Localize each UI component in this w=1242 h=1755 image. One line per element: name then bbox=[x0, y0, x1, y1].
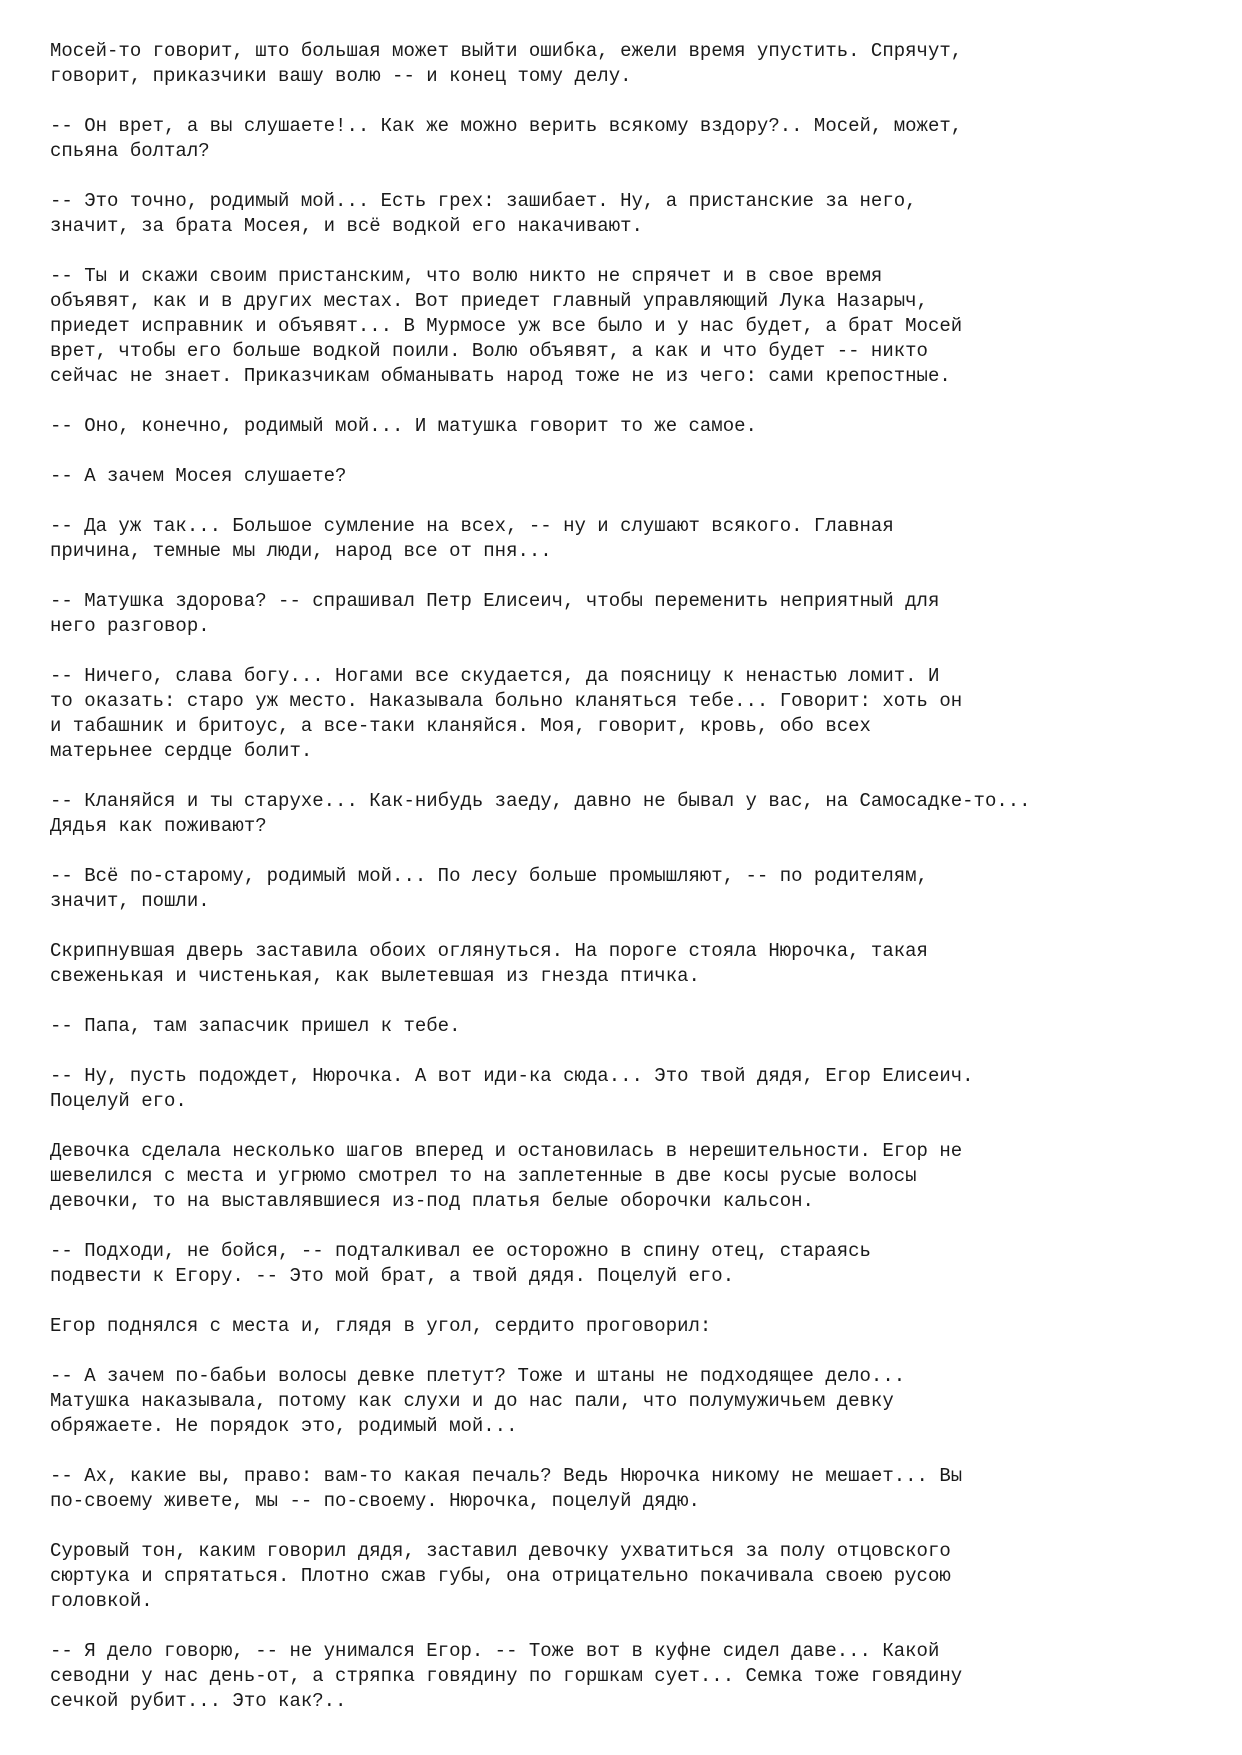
paragraph-17: Егор поднялся с места и, глядя в угол, сердито проговорил: bbox=[50, 1315, 712, 1337]
paragraph-15: Девочка сделала несколько шагов вперед и остановилась в нерешительности. Егор не шевелился с места и угрюмо смотрел то на заплетенные в две косы русые волосы девочки, то на выставлявшиеся из-под платья белые оборочки кальсон. bbox=[50, 1140, 963, 1212]
paragraph-9: -- Ничего, слава богу... Ногами все скудается, да поясницу к ненастью ломит. И то оказать: старо уж место. Наказывала больно кланяться тебе... Говорит: хоть он и табашник и бритоус, а все-таки кланяйся. Моя, говорит, кровь, обо всех матерьнее сердце болит. bbox=[50, 665, 963, 762]
paragraph-16: -- Подходи, не бойся, -- подталкивал ее осторожно в спину отец, стараясь подвести к Егору. -- Это мой брат, а твой дядя. Поцелуй его. bbox=[50, 1240, 871, 1287]
paragraph-7: -- Да уж так... Большое сумление на всех, -- ну и слушают всякого. Главная причина, темные мы люди, народ все от пня... bbox=[50, 515, 894, 562]
paragraph-4: -- Ты и скажи своим пристанским, что волю никто не спрячет и в свое время объявят, как и в других местах. Вот приедет главный управляющий Лука Назарыч, приедет исправник и объявят... В Мурмосе уж все было и у нас будет, а брат Мосей врет, чтобы его больше водкой поили. Волю объявят, а как и что будет -- никто сейчас не знает. Приказчикам обманывать народ тоже не из чего: сами крепостные. bbox=[50, 265, 963, 387]
paragraph-13: -- Папа, там запасчик пришел к тебе. bbox=[50, 1015, 461, 1037]
paragraph-6: -- А зачем Мосея слушаете? bbox=[50, 465, 347, 487]
paragraph-3: -- Это точно, родимый мой... Есть грех: зашибает. Ну, а пристанские за него, значит, за брата Мосея, и всё водкой его накачивают. bbox=[50, 190, 917, 237]
paragraph-10: -- Кланяйся и ты старухе... Как-нибудь заеду, давно не бывал у вас, на Самосадке-то... Дядья как поживают? bbox=[50, 790, 1031, 837]
paragraph-19: -- Ах, какие вы, право: вам-то какая печаль? Ведь Нюрочка никому не мешает... Вы по-своему живете, мы -- по-своему. Нюрочка, поцелуй дядю. bbox=[50, 1465, 963, 1512]
paragraph-21: -- Я дело говорю, -- не унимался Егор. -- Тоже вот в куфне сидел даве... Какой севодни у нас день-от, а стряпка говядину по горшкам сует... Семка тоже говядину сечкой рубит... Это как?.. bbox=[50, 1640, 963, 1712]
paragraph-12: Скрипнувшая дверь заставила обоих оглянуться. На пороге стояла Нюрочка, такая свеженькая и чистенькая, как вылетевшая из гнезда птичка. bbox=[50, 940, 928, 987]
paragraph-18: -- А зачем по-бабьи волосы девке плетут? Тоже и штаны не подходящее дело... Матушка наказывала, потому как слухи и до нас пали, что полумужичьем девку обряжаете. Не порядок это, родимый мой... bbox=[50, 1365, 906, 1437]
paragraph-14: -- Ну, пусть подождет, Нюрочка. А вот иди-ка сюда... Это твой дядя, Егор Елисеич. Поцелуй его. bbox=[50, 1065, 974, 1112]
paragraph-1: Мосей-то говорит, што большая может выйти ошибка, ежели время упустить. Спрячут, говорит, приказчики вашу волю -- и конец тому делу. bbox=[50, 40, 963, 87]
paragraph-5: -- Оно, конечно, родимый мой... И матушка говорит то же самое. bbox=[50, 415, 757, 437]
paragraph-20: Суровый тон, каким говорил дядя, заставил девочку ухватиться за полу отцовского сюртука и спрятаться. Плотно сжав губы, она отрицательно покачивала своею русою головкой. bbox=[50, 1540, 951, 1612]
paragraph-2: -- Он врет, а вы слушаете!.. Как же можно верить всякому вздору?.. Мосей, может, спьяна болтал? bbox=[50, 115, 963, 162]
document-page bbox=[50, 39, 1220, 1739]
paragraph-8: -- Матушка здорова? -- спрашивал Петр Елисеич, чтобы переменить неприятный для него разговор. bbox=[50, 590, 940, 637]
paragraph-11: -- Всё по-старому, родимый мой... По лесу больше промышляют, -- по родителям, значит, пошли. bbox=[50, 865, 928, 912]
